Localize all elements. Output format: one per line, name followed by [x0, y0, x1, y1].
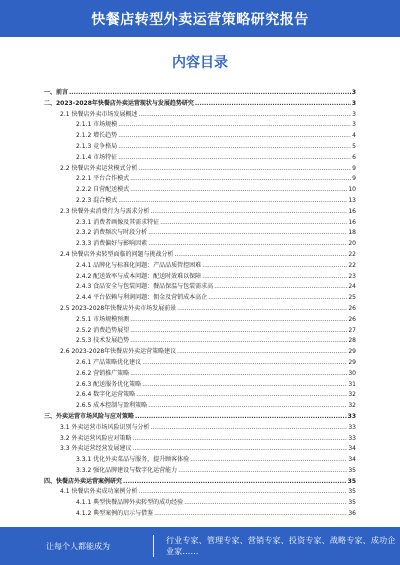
toc-entry-page: 16 — [348, 218, 356, 226]
toc-entry-label: 3.2 外卖运营风险应对策略 — [60, 434, 132, 442]
toc-entry-page: 18 — [348, 229, 356, 237]
toc-entry-page: 9 — [352, 164, 356, 172]
toc-entry-label: 四、快餐店外卖运营案例研究 — [44, 477, 123, 485]
toc-entry-label: 3.3.1 优化外卖菜品与服务，提升顾客体验 — [76, 456, 190, 464]
toc-leader-dots — [195, 99, 351, 110]
toc-entry[interactable] — [44, 282, 356, 293]
table-of-contents — [44, 88, 356, 520]
toc-entry[interactable] — [44, 477, 356, 488]
report-title: 快餐店转型外卖运营策略研究报告 — [91, 11, 309, 28]
toc-entry-label: 2.4.2 配送效率与成本问题：配送时效难以保障 — [76, 272, 202, 280]
toc-entry-label: 2.3.3 消费偏好与影响因素 — [76, 240, 148, 248]
footer-slogan: 让每个人都能成为 — [46, 541, 110, 551]
toc-entry-label: 二、2023-2028年快餐店外卖运营现状与发展趋势研究 — [44, 99, 194, 107]
toc-entry-label: 2.4.1 品牌化与标准化问题：产品品质管控困难 — [76, 261, 202, 269]
toc-entry-page: 33 — [348, 434, 356, 442]
toc-entry-label: 2.6.2 营销推广策略 — [76, 369, 130, 377]
toc-leader-dots — [142, 380, 347, 391]
toc-entry[interactable] — [44, 390, 356, 401]
toc-leader-dots — [130, 315, 347, 326]
toc-entry-page: 35 — [348, 499, 356, 507]
toc-entry-label: 2.2.3 混合模式 — [76, 196, 118, 204]
toc-leader-dots — [136, 390, 347, 401]
toc-entry-page: 35 — [348, 488, 356, 496]
toc-entry[interactable] — [44, 239, 356, 250]
toc-entry-label: 2.3 快餐外卖消费行为与需求分析 — [60, 207, 150, 215]
toc-leader-dots — [202, 261, 347, 272]
toc-entry-page: 25 — [348, 294, 356, 302]
toc-leader-dots — [142, 358, 347, 369]
toc-leader-dots — [130, 185, 347, 196]
toc-entry-page: 32 — [348, 391, 356, 399]
toc-leader-dots — [138, 487, 347, 498]
toc-entry[interactable] — [44, 272, 356, 283]
toc-entry[interactable] — [44, 110, 356, 121]
toc-leader-dots — [150, 423, 347, 434]
toc-entry-page: 3 — [352, 110, 356, 118]
toc-entry[interactable] — [44, 250, 356, 261]
toc-entry-page: 9 — [352, 175, 356, 183]
toc-entry[interactable] — [44, 326, 356, 337]
toc-leader-dots — [178, 466, 347, 477]
toc-entry-page: 33 — [348, 423, 356, 431]
report-header — [0, 0, 400, 37]
toc-entry-page: 26 — [348, 315, 356, 323]
toc-entry-page: 33 — [347, 412, 356, 420]
toc-entry-label: 3.3.2 强化品牌建设与数字化运营能力 — [76, 466, 178, 474]
toc-entry-page: 22 — [348, 250, 356, 258]
toc-entry-label: 2.6.5 成本控制与盈利策略 — [76, 402, 148, 410]
toc-entry[interactable] — [44, 412, 356, 423]
toc-entry-page: 10 — [348, 186, 356, 194]
toc-entry-page: 30 — [348, 369, 356, 377]
toc-entry-page: 31 — [348, 380, 356, 388]
toc-entry-label: 一、前言 — [44, 89, 69, 96]
toc-entry-label: 2.1.4 市场特征 — [76, 153, 118, 161]
toc-entry[interactable] — [44, 88, 356, 99]
toc-entry[interactable] — [44, 380, 356, 391]
toc-leader-dots — [123, 477, 347, 488]
toc-entry-label: 2.2 快餐店外卖运营模式分析 — [60, 164, 138, 172]
toc-entry-page: 16 — [348, 207, 356, 215]
toc-entry-page: 3 — [351, 89, 356, 96]
toc-entry[interactable] — [44, 228, 356, 239]
toc-entry[interactable] — [44, 336, 356, 347]
toc-entry-label: 2.2.1 平台合作模式 — [76, 175, 130, 183]
toc-entry[interactable] — [44, 293, 356, 304]
toc-leader-dots — [132, 444, 347, 455]
toc-entry-page: 20 — [348, 240, 356, 248]
toc-entry-label: 2.4.3 食品安全与包装问题：餐品保温与包装需求高 — [76, 283, 214, 291]
toc-entry-label: 2.1.1 市场规模 — [76, 121, 118, 129]
toc-entry-page: 13 — [348, 196, 356, 204]
toc-leader-dots — [130, 326, 347, 337]
footer-roles: 行业专家、管理专家、营销专家、投资专家、战略专家、成功企业家…… — [165, 536, 396, 556]
toc-entry[interactable] — [44, 120, 356, 131]
toc-entry-page: 26 — [348, 304, 356, 312]
toc-entry[interactable] — [44, 401, 356, 412]
footer-banner — [0, 527, 400, 565]
toc-title: 内容目录 — [172, 55, 228, 71]
toc-leader-dots — [130, 336, 347, 347]
toc-entry-page: 6 — [352, 153, 356, 161]
toc-entry-label: 4.1.2 典型案例的启示与借鉴 — [76, 510, 154, 518]
toc-entry[interactable] — [44, 185, 356, 196]
toc-leader-dots — [214, 282, 347, 293]
toc-entry-label: 3.1 外卖运营市场风险识别与分析 — [60, 423, 150, 431]
toc-entry-page: 34 — [348, 445, 356, 453]
toc-entry[interactable] — [44, 261, 356, 272]
toc-entry-label: 2.5.3 技术发展趋势 — [76, 337, 130, 345]
toc-leader-dots — [177, 347, 347, 358]
toc-leader-dots — [148, 401, 347, 412]
toc-entry[interactable] — [44, 347, 356, 358]
toc-entry-page: 22 — [348, 261, 356, 269]
toc-entry-label: 4.1.1 典型快餐品牌外卖转型的成功经验 — [76, 499, 184, 507]
toc-entry[interactable] — [44, 196, 356, 207]
toc-entry-page: 36 — [348, 510, 356, 518]
toc-leader-dots — [208, 293, 347, 304]
toc-entry[interactable] — [44, 99, 356, 110]
toc-leader-dots — [150, 207, 347, 218]
toc-entry-label: 2.1.3 竞争格局 — [76, 142, 118, 150]
toc-leader-dots — [148, 239, 347, 250]
toc-entry-page: 23 — [348, 272, 356, 280]
toc-entry[interactable] — [44, 509, 356, 520]
toc-entry-page: 32 — [348, 402, 356, 410]
toc-entry-label: 2.3.2 消费频次与时段分析 — [76, 229, 148, 237]
toc-leader-dots — [148, 228, 347, 239]
toc-leader-dots — [132, 434, 347, 445]
toc-entry-label: 2.1 快餐店外卖市场发展概述 — [60, 110, 138, 118]
toc-entry-page: 3 — [352, 121, 356, 129]
toc-entry[interactable] — [44, 142, 356, 153]
toc-leader-dots — [190, 455, 347, 466]
toc-entry-label: 2.3.1 消费者画像及其需求特征 — [76, 218, 160, 226]
toc-leader-dots — [118, 142, 351, 153]
toc-entry[interactable] — [44, 455, 356, 466]
toc-leader-dots — [160, 218, 347, 229]
toc-entry[interactable] — [44, 164, 356, 175]
toc-entry[interactable] — [44, 131, 356, 142]
toc-leader-dots — [118, 131, 351, 142]
toc-entry[interactable] — [44, 315, 356, 326]
toc-entry-label: 3.3 外卖运营经营发展建议 — [60, 445, 132, 453]
toc-leader-dots — [130, 174, 351, 185]
toc-entry-label: 三、外卖运营市场风险与应对策略 — [44, 412, 135, 420]
toc-entry[interactable] — [44, 153, 356, 164]
toc-entry-label: 2.5.1 市场规模预测 — [76, 315, 130, 323]
toc-entry-page: 27 — [348, 326, 356, 334]
toc-entry[interactable] — [44, 304, 356, 315]
toc-entry[interactable] — [44, 423, 356, 434]
toc-leader-dots — [130, 369, 347, 380]
toc-leader-dots — [69, 88, 351, 99]
toc-leader-dots — [135, 412, 347, 423]
toc-entry[interactable] — [44, 218, 356, 229]
toc-entry[interactable] — [44, 358, 356, 369]
toc-entry-label: 2.5 2023-2028年快餐店外卖市场发展前景 — [60, 304, 177, 312]
toc-leader-dots — [118, 120, 351, 131]
toc-entry-label: 4.1 快餐店外卖成功案例分析 — [60, 488, 138, 496]
toc-leader-dots — [177, 304, 347, 315]
toc-leader-dots — [174, 250, 347, 261]
toc-entry-label: 2.6 2023-2028年快餐店外卖运营策略建议 — [60, 348, 177, 356]
toc-entry[interactable] — [44, 498, 356, 509]
toc-entry[interactable] — [44, 444, 356, 455]
toc-leader-dots — [118, 153, 351, 164]
toc-entry-page: 35 — [347, 477, 356, 485]
footer-divider — [153, 535, 154, 557]
toc-entry[interactable] — [44, 207, 356, 218]
toc-entry[interactable] — [44, 369, 356, 380]
toc-entry[interactable] — [44, 434, 356, 445]
toc-entry-page: 28 — [348, 337, 356, 345]
toc-entry-label: 2.1.2 增长趋势 — [76, 132, 118, 140]
toc-entry-label: 2.6.4 数字化运营策略 — [76, 391, 136, 399]
toc-entry-label: 2.6.3 配送服务优化策略 — [76, 380, 142, 388]
toc-leader-dots — [202, 272, 347, 283]
toc-entry-label: 2.5.2 消费趋势展望 — [76, 326, 130, 334]
toc-entry-page: 29 — [348, 358, 356, 366]
toc-entry-page: 24 — [348, 283, 356, 291]
toc-entry-label: 2.4.4 平台依赖与利润问题：佣金及营销成本高企 — [76, 294, 208, 302]
toc-leader-dots — [138, 164, 351, 175]
toc-entry[interactable] — [44, 466, 356, 477]
toc-leader-dots — [184, 498, 347, 509]
toc-leader-dots — [154, 509, 347, 520]
toc-entry[interactable] — [44, 487, 356, 498]
toc-leader-dots — [138, 110, 351, 121]
toc-entry[interactable] — [44, 174, 356, 185]
toc-leader-dots — [118, 196, 347, 207]
toc-entry-page: 35 — [348, 466, 356, 474]
toc-entry-page: 29 — [348, 348, 356, 356]
toc-entry-page: 34 — [348, 456, 356, 464]
toc-entry-page: 3 — [351, 99, 356, 107]
toc-entry-page: 4 — [352, 132, 356, 140]
toc-entry-label: 2.6.1 产品策略优化建议 — [76, 358, 142, 366]
toc-entry-page: 5 — [352, 142, 356, 150]
toc-entry-label: 2.2.2 自营配送模式 — [76, 186, 130, 194]
toc-entry-label: 2.4 快餐店外卖转型面临的问题与挑战分析 — [60, 250, 174, 258]
